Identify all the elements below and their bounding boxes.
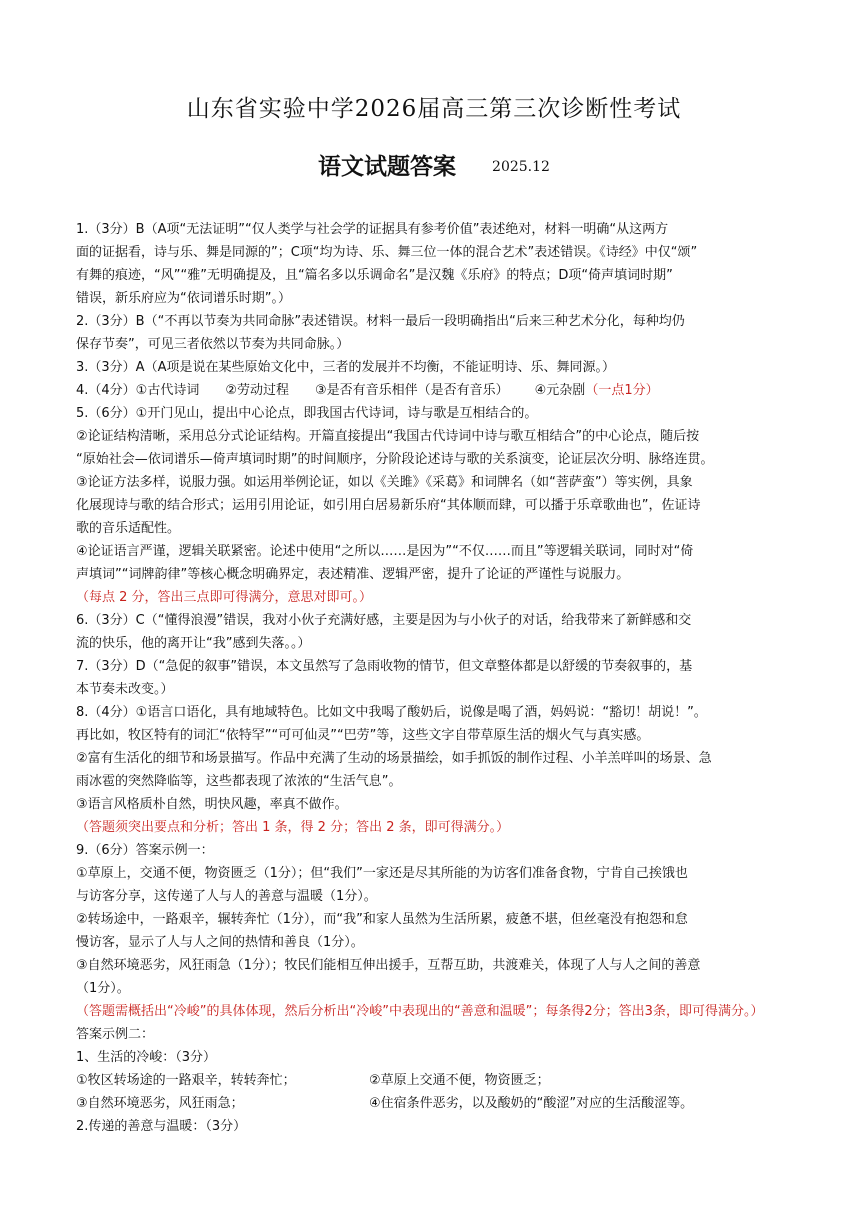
q8-line: 8.（4分）①语言口语化，具有地域特色。比如文中我喝了酸奶后，说像是喝了酒，妈妈说：“豁切！胡说！”。: [76, 705, 707, 720]
q4-prefix: 4.（4分）①古代诗词: [76, 383, 200, 398]
q9-line: （1分）。: [76, 981, 130, 996]
q9-example2-item: ②草原上交通不便，物资匮乏；: [369, 1073, 550, 1088]
q8-scoring-note: （答题须突出要点和分析；答出 1 条，得 2 分；答出 2 条，即可得满分。）: [76, 820, 510, 835]
q5-line: ④论证语言严谨，逻辑关联紧密。论述中使用“之所以……是因为”“不仅……而且”等逻辑关联词，同时对“倚: [76, 544, 694, 559]
q7-line: 本节奏未改变。）: [76, 682, 174, 697]
q5-scoring-note: （每点 2 分，答出三点即可得满分，意思对即可。）: [76, 590, 373, 605]
q9-line: 慢访客，显示了人与人之间的热情和善良（1分）。: [76, 935, 364, 950]
q4-item2: ②劳动过程: [225, 383, 289, 398]
q8-line: ②富有生活化的细节和场景描写。作品中充满了生动的场景描绘，如手抓饭的制作过程、小羊羔咩叫的场景、急: [76, 751, 712, 766]
q6-line: 流的快乐，他的离开让“我”感到失落。。）: [76, 636, 311, 651]
answer-key-subtitle: 语文试题答案: [318, 153, 457, 180]
q8-line: ③语言风格质朴自然，明快风趣，率真不做作。: [76, 797, 348, 812]
q1-line: 1.（3分）B（A项“无法证明”“仅人类学与社会学的证据具有参考价值”表述绝对，材料一明确“从这两方: [76, 222, 669, 237]
q2-line: 保存节奏”，可见三者依然以节奏为共同命脉。）: [76, 337, 350, 352]
q1-line: 面的证据看，诗与乐、舞是同源的”；C项“均为诗、乐、舞三位一体的混合艺术”表述错误。《诗经》中仅“颂”: [76, 245, 698, 260]
q6-line: 6.（3分）C（“懂得浪漫”错误，我对小伙子充满好感，主要是因为与小伙子的对话，给我带来了新鲜感和交: [76, 613, 692, 628]
q9-line: ①草原上，交通不便，物资匮乏（1分）；但“我们”一家还是尽其所能的为访客们准备食物，宁肯自己挨饿也: [76, 866, 688, 881]
q9-example2-heading: 1、生活的冷峻：（3分）: [76, 1050, 217, 1065]
q9-example2-heading: 2.传递的善意与温暖：（3分）: [76, 1119, 247, 1134]
q1-line: 错误，新乐府应为“依词谱乐时期”。）: [76, 291, 291, 306]
q4-scoring-note: （一点1分）: [585, 383, 659, 398]
q1-line: 有舞的痕迹，“风”“雅”无明确提及，且“篇名多以乐调命名”是汉魏《乐府》的特点；D项“倚声填词时期”: [76, 268, 673, 283]
q9-line: 与访客分享，这传递了人与人的善意与温暖（1分）。: [76, 889, 377, 904]
q9-line: 9.（6分）答案示例一：: [76, 843, 214, 858]
q9-example2-row: [76, 1069, 794, 1092]
q9-example2-item: ④住宿条件恶劣，以及酸奶的“酸涩”对应的生活酸涩等。: [369, 1096, 694, 1111]
q5-line: 化展现诗与歌的结合形式；运用引用论证，如引用白居易新乐府“其体顺而肆，可以播于乐章歌曲也”，佐证诗: [76, 498, 701, 513]
q9-example2-item: ③自然环境恶劣，风狂雨急；: [76, 1096, 244, 1111]
q5-line: 歌的音乐适配性。: [76, 521, 181, 536]
q9-example2-row: [76, 1092, 794, 1115]
exam-date: 2025.12: [492, 159, 550, 175]
q9-example2-title: 答案示例二：: [76, 1027, 155, 1042]
q3-line: 3.（3分）A（A项是说在某些原始文化中，三者的发展并不均衡，不能证明诗、乐、舞同源。）: [76, 360, 615, 375]
q5-line: ③论证方法多样，说服力强。如运用举例论证，如以《关雎》《采葛》和词牌名（如“菩萨蛮”）等实例，具象: [76, 475, 693, 490]
answer-content: [76, 218, 794, 1138]
q5-line: 5.（6分）①开门见山，提出中心论点，即我国古代诗词，诗与歌是互相结合的。: [76, 406, 538, 421]
q4-item4: ④元杂剧: [534, 383, 586, 398]
q8-line: 再比如，牧区特有的词汇“依特罕”“可可仙灵”“巴劳”等，这些文字自带草原生活的烟火气与真实感。: [76, 728, 650, 743]
q5-line: ②论证结构清晰，采用总分式论证结构。开篇直接提出“我国古代诗词中诗与歌互相结合”的中心论点，随后按: [76, 429, 700, 444]
q9-line: ③自然环境恶劣，风狂雨急（1分）；牧民们能相互伸出援手，互帮互助，共渡难关，体现了人与人之间的善意: [76, 958, 701, 973]
q5-line: “原始社会—依词谱乐—倚声填词时期”的时间顺序，分阶段论述诗与歌的关系演变，论证层次分明、脉络连贯。: [76, 452, 714, 467]
subtitle-row: [0, 148, 868, 181]
q9-line: ②转场途中，一路艰辛，辗转奔忙（1分），而“我”和家人虽然为生活所累，疲惫不堪，但丝毫没有抱怨和怠: [76, 912, 688, 927]
q9-scoring-note: （答题需概括出“冷峻”的具体体现，然后分析出“冷峻”中表现出的“善意和温暖”；每条得2分；答出3条，即可得满分。）: [76, 1004, 764, 1019]
q5-line: 声填词”“词牌韵律”等核心概念明确界定，表述精准、逻辑严密，提升了论证的严谨性与说服力。: [76, 567, 630, 582]
q4-item3: ③是否有音乐相伴（是否有音乐）: [315, 383, 509, 398]
q7-line: 7.（3分）D（“急促的叙事”错误，本文虽然写了急雨收物的情节，但文章整体都是以舒缓的节奏叙事的，基: [76, 659, 693, 674]
q4-line: [76, 379, 794, 402]
q2-line: 2.（3分）B（“不再以节奏为共同命脉”表述错误。材料一最后一段明确指出“后来三种艺术分化，每种均仍: [76, 314, 685, 329]
q8-line: 雨冰雹的突然降临等，这些都表现了浓浓的“生活气息”。: [76, 774, 402, 789]
q9-example2-item: ①牧区转场途的一路艰辛，转转奔忙；: [76, 1073, 296, 1088]
exam-title: 山东省实验中学2026届高三第三次诊断性考试: [186, 96, 682, 122]
